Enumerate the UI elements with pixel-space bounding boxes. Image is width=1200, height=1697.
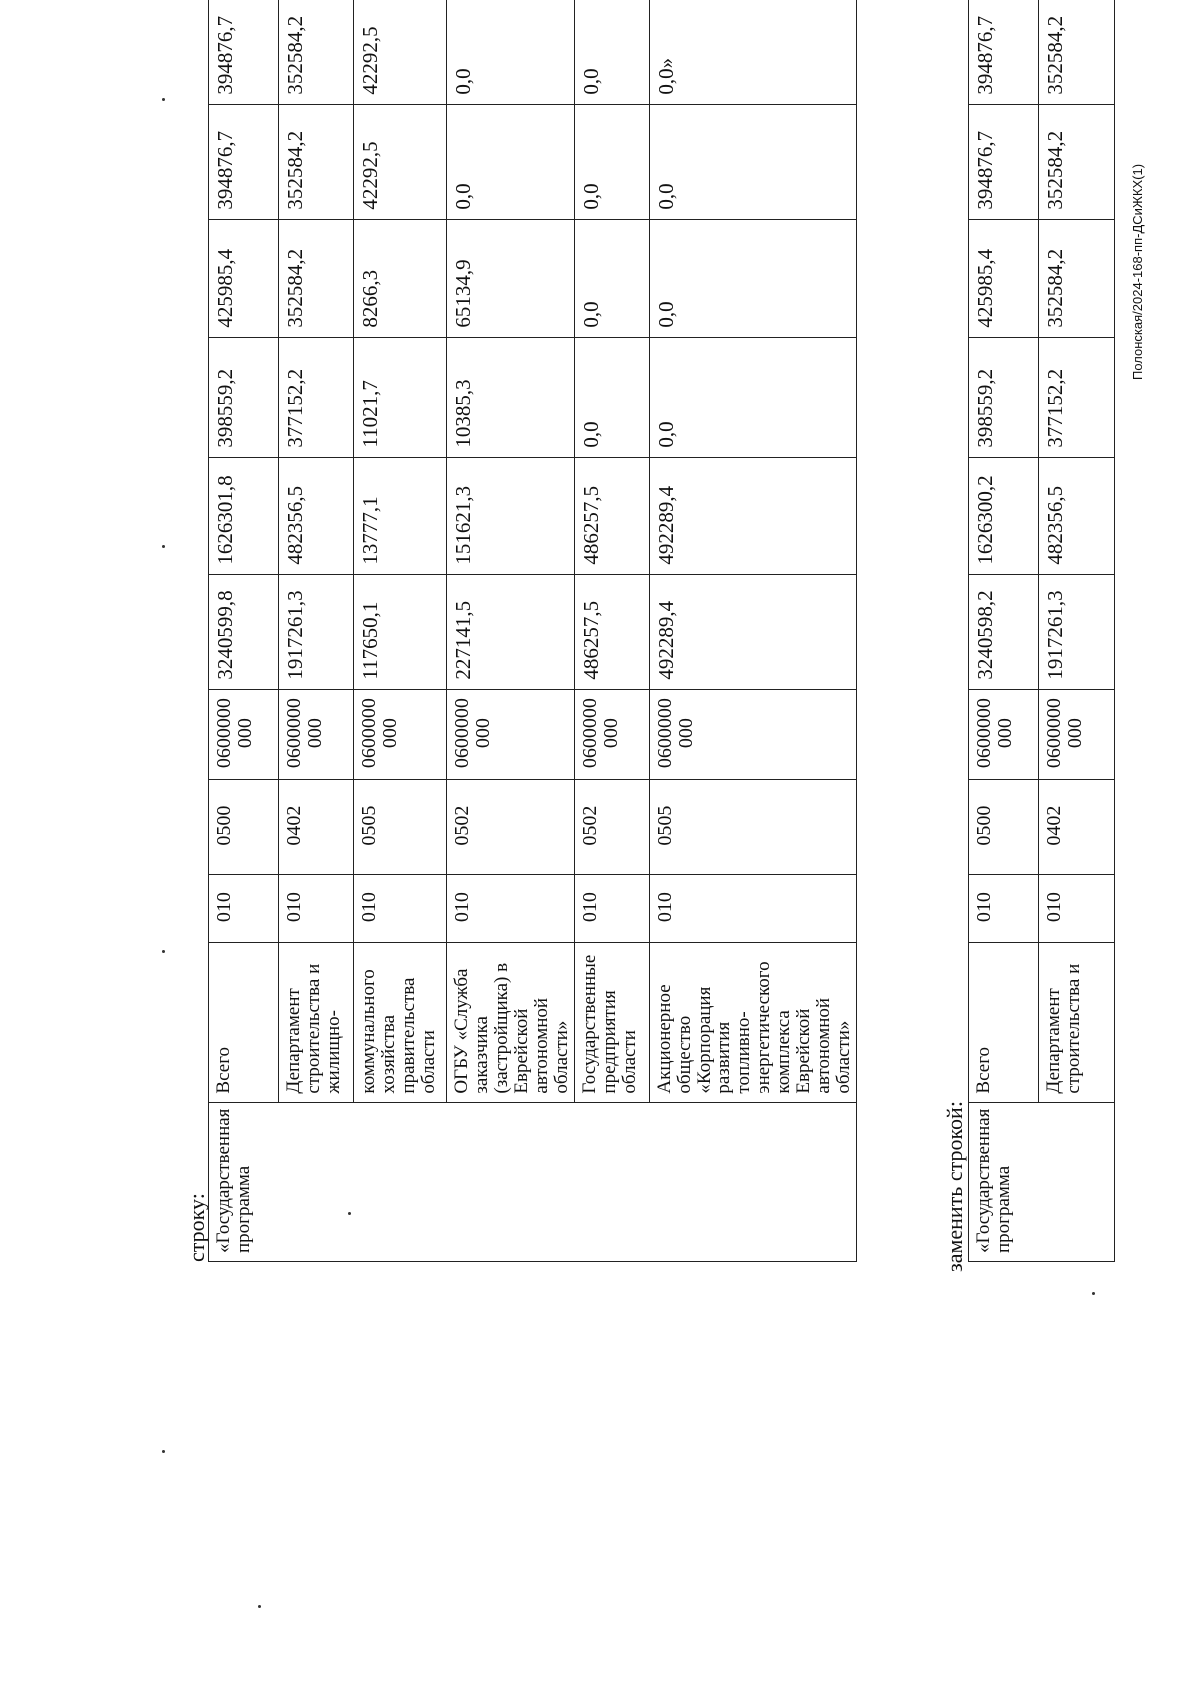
rzpr-cell: 0505 bbox=[649, 779, 856, 874]
table-row bbox=[649, 0, 856, 1262]
value-cell: 425985,4 bbox=[969, 219, 1039, 337]
value-cell: 3240598,2 bbox=[969, 574, 1039, 689]
scan-speck bbox=[162, 98, 165, 101]
csr-cell: 0600000 000 bbox=[209, 689, 279, 779]
value-cell: 0,0 bbox=[649, 104, 856, 219]
value-cell: 482356,5 bbox=[279, 457, 354, 574]
csr-cell: 0600000 000 bbox=[1039, 689, 1115, 779]
program-cell: «Государственная программа bbox=[209, 1102, 857, 1261]
csr-cell: 0600000 000 bbox=[969, 689, 1039, 779]
value-cell: 0,0 bbox=[574, 104, 649, 219]
value-cell: 352584,2 bbox=[1039, 219, 1115, 337]
caption-after: заменить строкой: bbox=[942, 1101, 967, 1272]
rzpr-cell: 0502 bbox=[574, 779, 649, 874]
row-name: Всего bbox=[969, 942, 1039, 1102]
grbs-cell: 010 bbox=[1039, 874, 1115, 942]
value-cell: 425985,4 bbox=[209, 219, 279, 337]
value-cell: 394876,7 bbox=[969, 0, 1039, 104]
value-cell: 0,0 bbox=[447, 0, 575, 104]
value-cell: 394876,7 bbox=[969, 104, 1039, 219]
value-cell: 151621,3 bbox=[447, 457, 575, 574]
value-cell: 352584,2 bbox=[279, 0, 354, 104]
table-row bbox=[447, 0, 575, 1262]
rzpr-cell: 0505 bbox=[354, 779, 447, 874]
grbs-cell: 010 bbox=[574, 874, 649, 942]
row-name: Департамент строительства и bbox=[1039, 942, 1115, 1102]
value-cell: 1626300,2 bbox=[969, 457, 1039, 574]
grbs-cell: 010 bbox=[649, 874, 856, 942]
csr-cell: 0600000 000 bbox=[447, 689, 575, 779]
value-cell: 0,0 bbox=[649, 337, 856, 457]
grbs-cell: 010 bbox=[354, 874, 447, 942]
value-cell: 10385,3 bbox=[447, 337, 575, 457]
rzpr-cell: 0502 bbox=[447, 779, 575, 874]
value-cell: 482356,5 bbox=[1039, 457, 1115, 574]
table-row bbox=[1039, 0, 1115, 1262]
grbs-cell: 010 bbox=[279, 874, 354, 942]
value-cell: 0,0» bbox=[649, 0, 856, 104]
value-cell: 1917261,3 bbox=[1039, 574, 1115, 689]
value-cell: 398559,2 bbox=[969, 337, 1039, 457]
value-cell: 1626301,8 bbox=[209, 457, 279, 574]
value-cell: 486257,5 bbox=[574, 457, 649, 574]
rzpr-cell: 0500 bbox=[209, 779, 279, 874]
caption-before: строку: bbox=[184, 1193, 209, 1262]
row-name: ОГБУ «Служба заказчика (застройщика) в Еврейской автономной области» bbox=[447, 942, 575, 1102]
csr-cell: 0600000 000 bbox=[574, 689, 649, 779]
table-row bbox=[209, 0, 279, 1262]
csr-cell: 0600000 000 bbox=[649, 689, 856, 779]
row-name: Акционерное общество «Корпорация развития топливно-энергетического комплекса Еврейской автономной области» bbox=[649, 942, 856, 1102]
value-cell: 352584,2 bbox=[1039, 104, 1115, 219]
csr-cell: 0600000 000 bbox=[279, 689, 354, 779]
program-cell: «Государственная программа bbox=[969, 1102, 1115, 1261]
value-cell: 117650,1 bbox=[354, 574, 447, 689]
scan-speck bbox=[162, 545, 165, 548]
row-name: Всего bbox=[209, 942, 279, 1102]
value-cell: 394876,7 bbox=[209, 104, 279, 219]
value-cell: 65134,9 bbox=[447, 219, 575, 337]
grbs-cell: 010 bbox=[209, 874, 279, 942]
rzpr-cell: 0402 bbox=[1039, 779, 1115, 874]
value-cell: 492289,4 bbox=[649, 574, 856, 689]
grbs-cell: 010 bbox=[447, 874, 575, 942]
table-row bbox=[574, 0, 649, 1262]
value-cell: 3240599,8 bbox=[209, 574, 279, 689]
rotated-page-content bbox=[150, 0, 1150, 1272]
row-name: Государственные предприятия области bbox=[574, 942, 649, 1102]
row-name: коммунального хозяйства правительства области bbox=[354, 942, 447, 1102]
footer-doc-reference: Полонская/2024-168-пп-ДСиЖКХ(1) bbox=[1130, 163, 1145, 380]
value-cell: 377152,2 bbox=[1039, 337, 1115, 457]
value-cell: 352584,2 bbox=[279, 104, 354, 219]
value-cell: 398559,2 bbox=[209, 337, 279, 457]
scan-speck bbox=[258, 1605, 261, 1608]
scan-speck bbox=[162, 1450, 165, 1453]
value-cell: 0,0 bbox=[574, 337, 649, 457]
value-cell: 492289,4 bbox=[649, 457, 856, 574]
table-new-rows bbox=[968, 0, 1115, 1262]
value-cell: 486257,5 bbox=[574, 574, 649, 689]
value-cell: 352584,2 bbox=[1039, 0, 1115, 104]
scan-speck bbox=[348, 1212, 351, 1215]
value-cell: 0,0 bbox=[574, 219, 649, 337]
row-name: Департамент строительства и жилищно- bbox=[279, 942, 354, 1102]
table-row bbox=[969, 0, 1039, 1262]
value-cell: 0,0 bbox=[574, 0, 649, 104]
value-cell: 42292,5 bbox=[354, 0, 447, 104]
value-cell: 0,0 bbox=[447, 104, 575, 219]
rzpr-cell: 0500 bbox=[969, 779, 1039, 874]
value-cell: 8266,3 bbox=[354, 219, 447, 337]
csr-cell: 0600000 000 bbox=[354, 689, 447, 779]
value-cell: 394876,7 bbox=[209, 0, 279, 104]
table-row bbox=[354, 0, 447, 1262]
value-cell: 0,0 bbox=[649, 219, 856, 337]
scan-speck bbox=[162, 950, 165, 953]
table-row bbox=[279, 0, 354, 1262]
grbs-cell: 010 bbox=[969, 874, 1039, 942]
table-old-rows bbox=[208, 0, 857, 1262]
value-cell: 227141,5 bbox=[447, 574, 575, 689]
value-cell: 1917261,3 bbox=[279, 574, 354, 689]
value-cell: 377152,2 bbox=[279, 337, 354, 457]
scan-speck bbox=[1092, 1292, 1095, 1295]
value-cell: 13777,1 bbox=[354, 457, 447, 574]
rzpr-cell: 0402 bbox=[279, 779, 354, 874]
value-cell: 11021,7 bbox=[354, 337, 447, 457]
value-cell: 42292,5 bbox=[354, 104, 447, 219]
value-cell: 352584,2 bbox=[279, 219, 354, 337]
